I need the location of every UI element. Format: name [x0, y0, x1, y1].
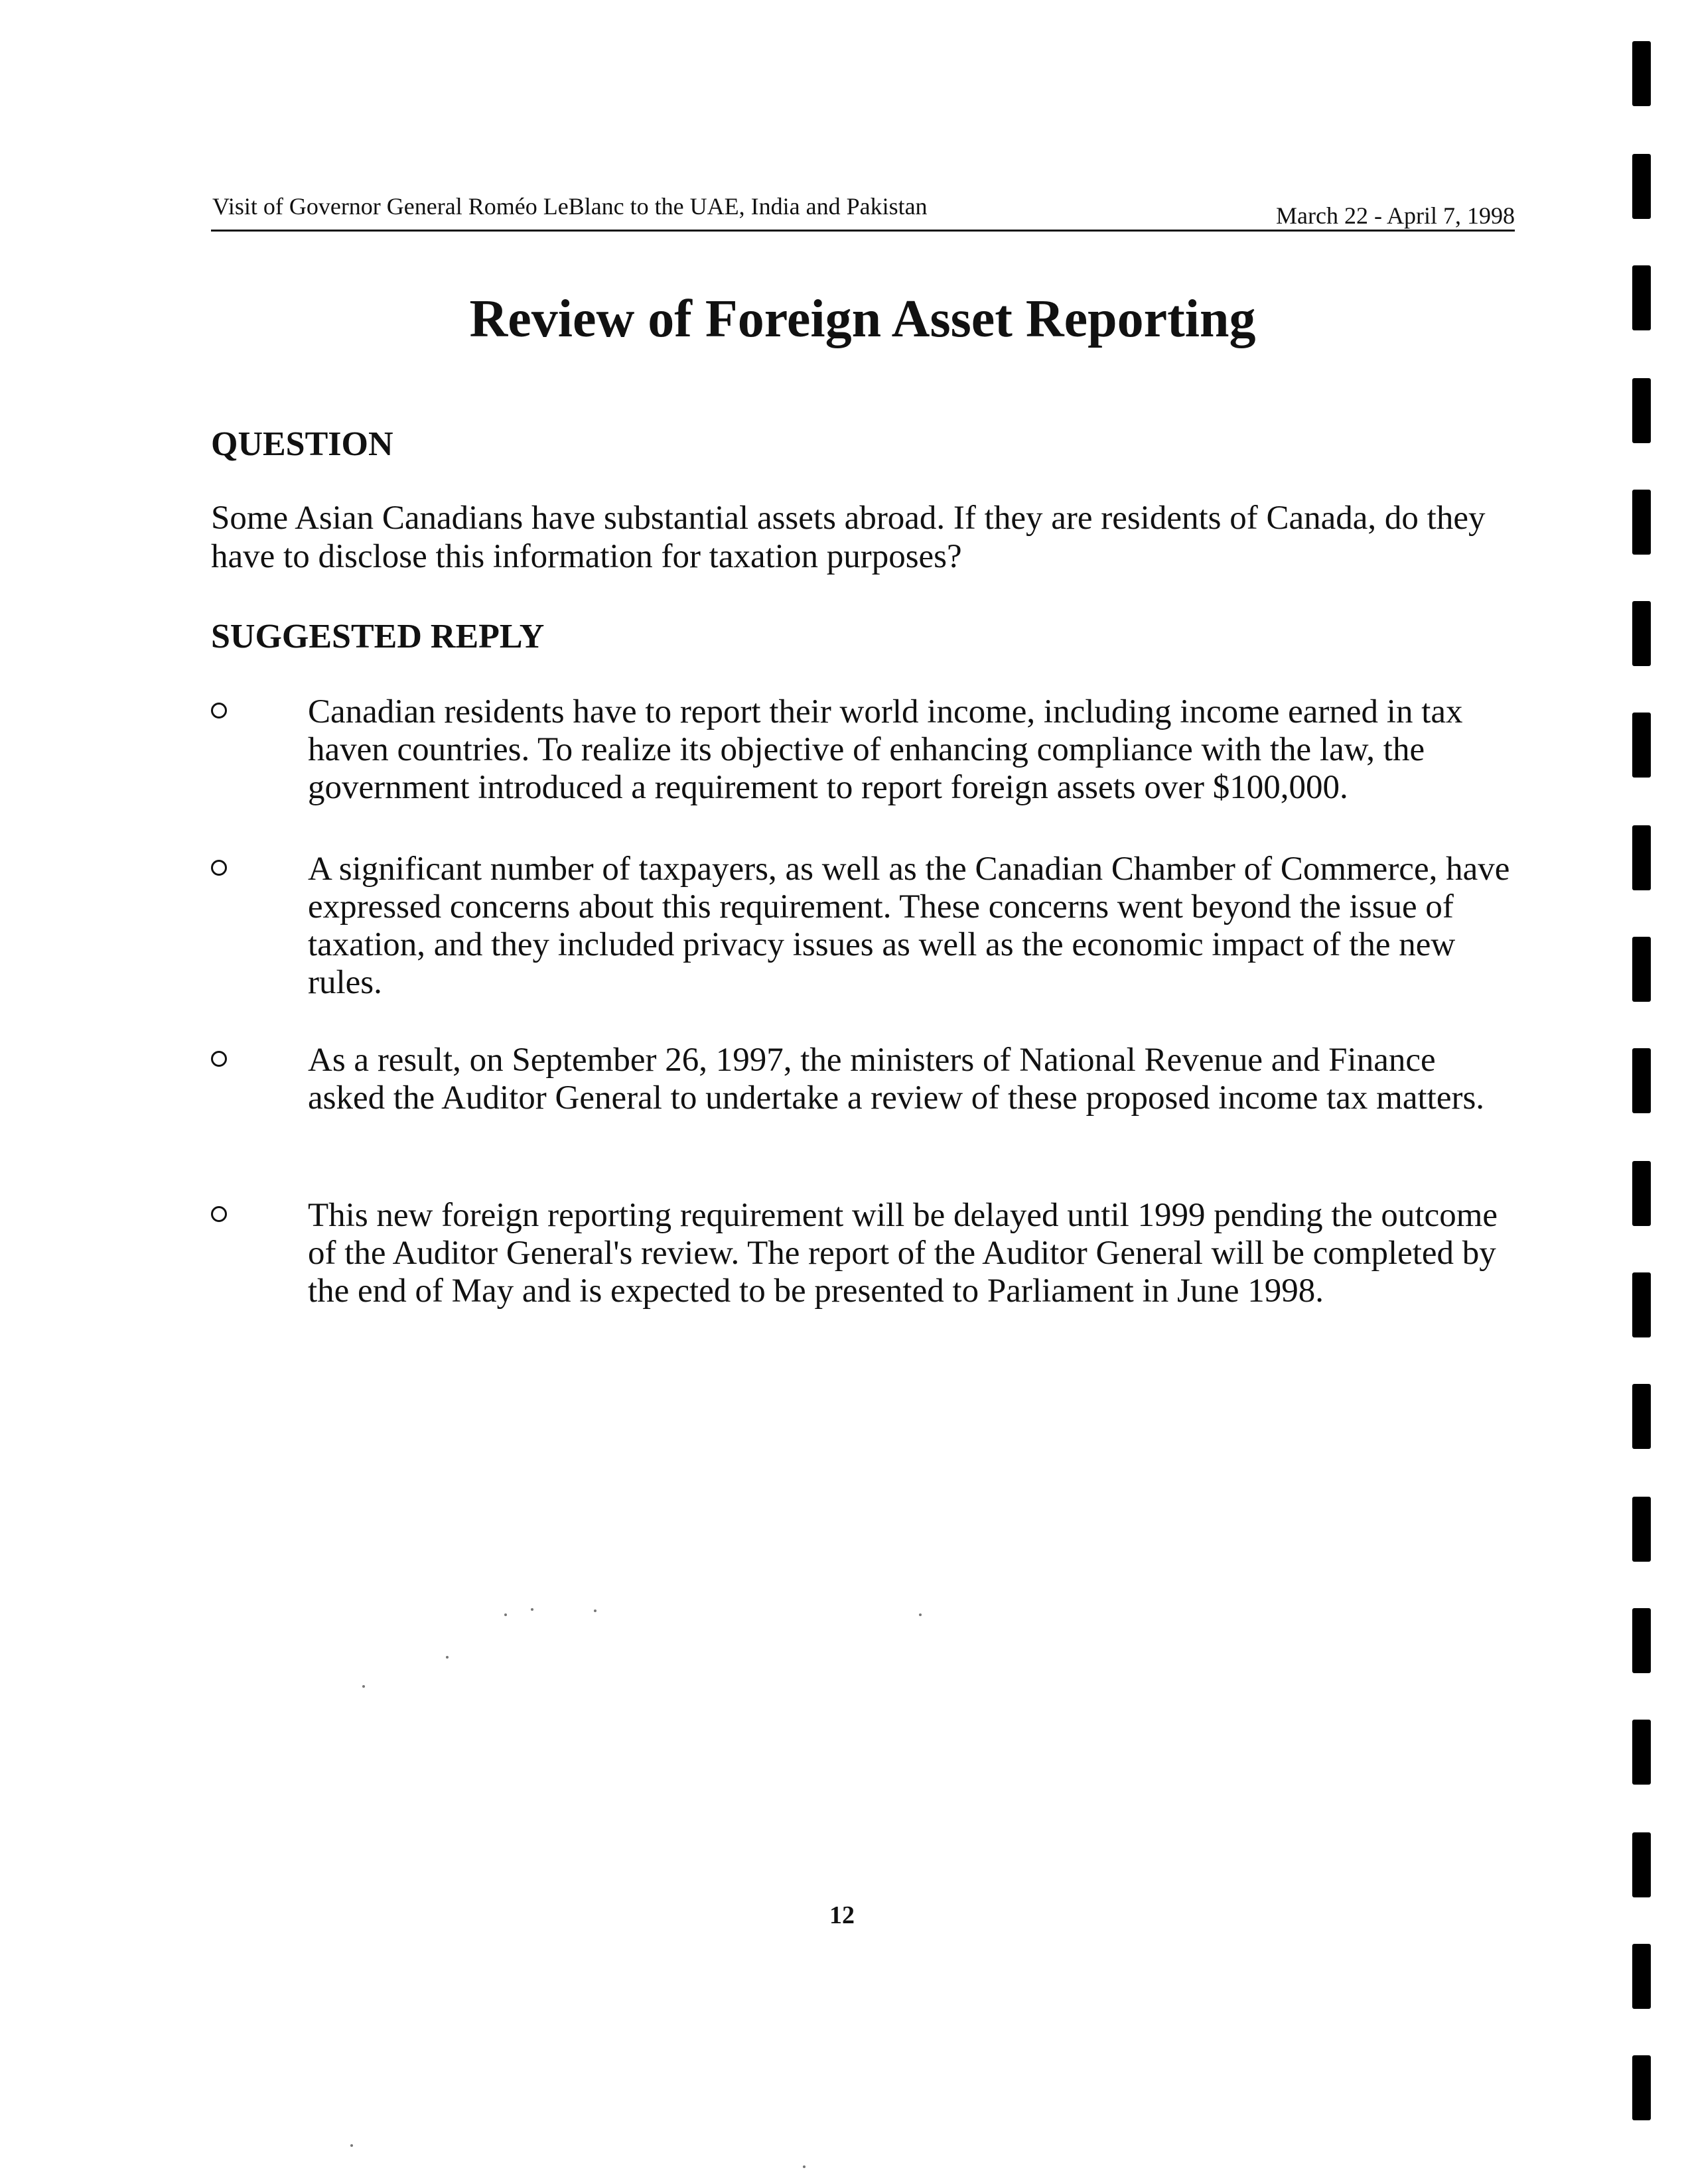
binding-hole-mark	[1632, 1161, 1651, 1226]
scan-speck	[919, 1613, 922, 1616]
circle-bullet-icon	[211, 860, 227, 876]
header-date-range: March 22 - April 7, 1998	[1276, 202, 1515, 229]
page-title: Review of Foreign Asset Reporting	[469, 290, 1256, 348]
binding-hole-mark	[1632, 937, 1651, 1002]
binding-hole-mark	[1632, 1048, 1651, 1113]
binding-hole-mark	[1632, 825, 1651, 890]
reply-point-text: As a result, on September 26, 1997, the ministers of National Revenue and Finance asked the Auditor General to undertake a review of these proposed income tax matters.	[308, 1042, 1485, 1117]
scan-speck	[446, 1656, 449, 1659]
binding-hole-mark	[1632, 1720, 1651, 1785]
binding-hole-mark	[1632, 41, 1651, 106]
circle-bullet-icon	[211, 1051, 227, 1067]
question-heading: QUESTION	[211, 425, 393, 463]
scan-speck	[362, 1685, 365, 1688]
circle-bullet-icon	[211, 703, 227, 718]
header-visit-title: Visit of Governor General Roméo LeBlanc to the UAE, India and Pakistan	[212, 193, 928, 220]
suggested-reply-heading: SUGGESTED REPLY	[211, 618, 545, 655]
binding-hole-mark	[1632, 1497, 1651, 1562]
reply-point-text: Canadian residents have to report their world income, including income earned in tax haven countries. To realize its objective of enhancing compliance with the law, the government introduced a requirement to report foreign assets over $100,000.	[308, 693, 1463, 806]
running-header	[211, 190, 1515, 232]
scan-speck	[531, 1608, 533, 1611]
scan-speck	[803, 2165, 806, 2168]
reply-point-text: This new foreign reporting requirement will be delayed until 1999 pending the outcome of the Auditor General's review. The report of the Auditor General will be completed by the end of May and is expected to be presented to Parliament in June 1998.	[308, 1197, 1498, 1310]
binding-hole-mark	[1632, 265, 1651, 330]
binding-hole-mark	[1632, 378, 1651, 443]
binding-hole-mark	[1632, 601, 1651, 666]
reply-point-text: A significant number of taxpayers, as well as the Canadian Chamber of Commerce, have expressed concerns about this requirement. These concerns went beyond the issue of taxation, and they included privacy issues as well as the economic impact of the new rules.	[308, 851, 1510, 1001]
question-text: Some Asian Canadians have substantial assets abroad. If they are residents of Canada, do they have to disclose this information for taxation purposes?	[211, 500, 1486, 575]
binding-hole-mark	[1632, 1384, 1651, 1449]
scan-speck	[594, 1609, 596, 1612]
page-number: 12	[829, 1901, 855, 1929]
scan-speck	[350, 2144, 353, 2147]
binding-hole-mark	[1632, 1944, 1651, 2009]
scan-speck	[504, 1613, 507, 1616]
circle-bullet-icon	[211, 1206, 227, 1222]
binding-hole-mark	[1632, 490, 1651, 555]
binding-hole-mark	[1632, 713, 1651, 778]
binding-hole-mark	[1632, 154, 1651, 219]
binding-hole-mark	[1632, 1272, 1651, 1337]
binding-hole-mark	[1632, 1608, 1651, 1673]
binding-hole-mark	[1632, 2055, 1651, 2120]
binding-hole-mark	[1632, 1832, 1651, 1897]
